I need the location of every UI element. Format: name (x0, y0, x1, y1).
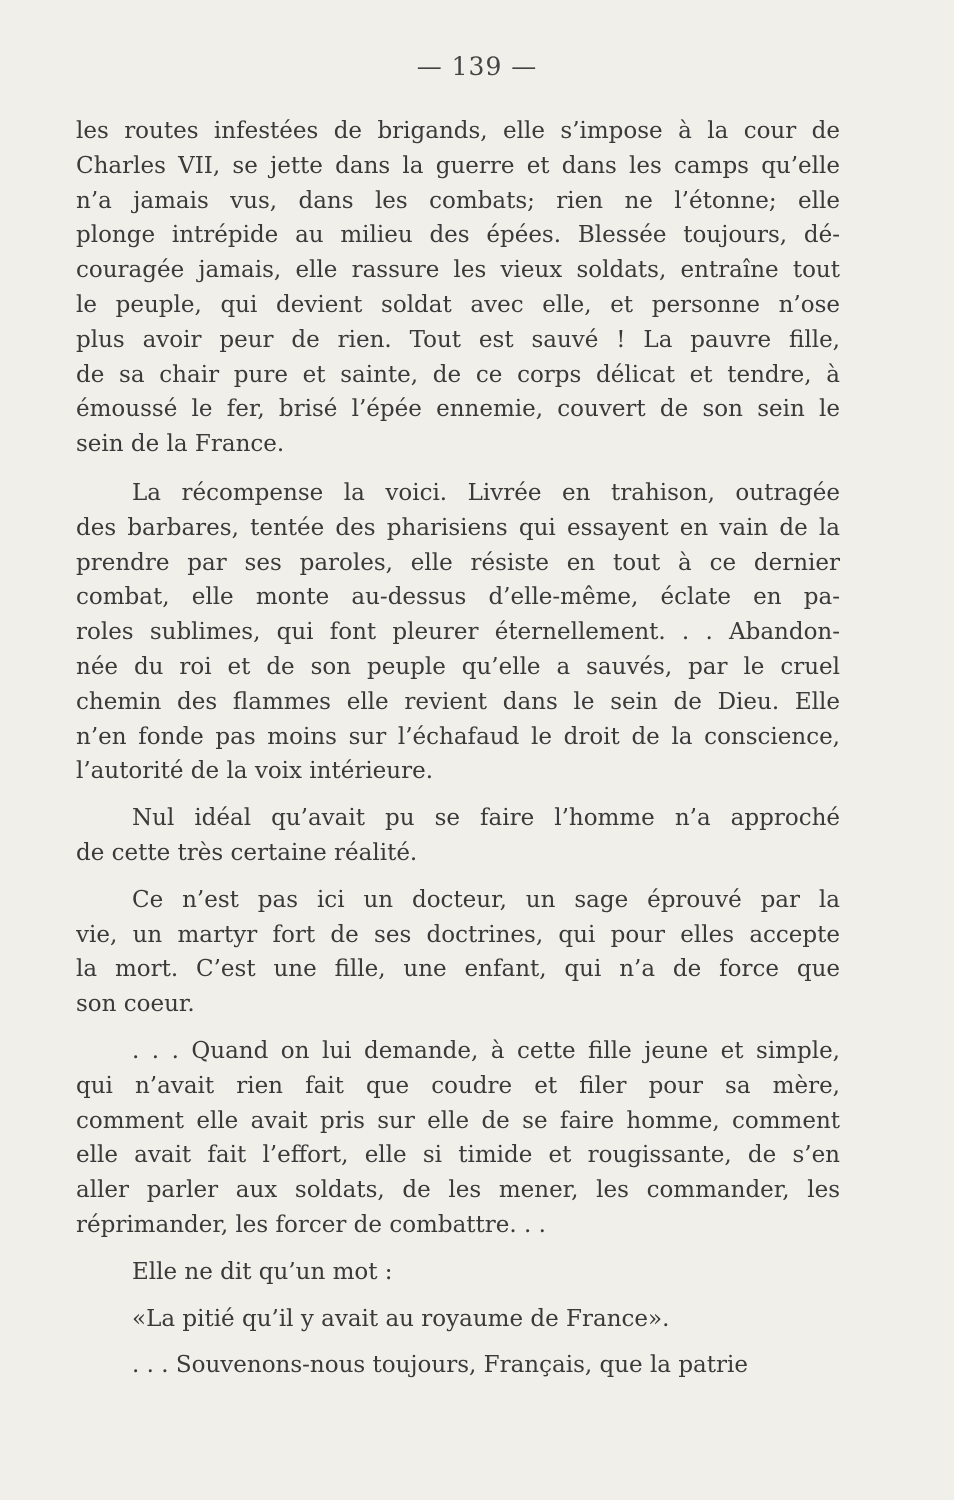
text-line: Nul idéal qu’avait pu se faire l’homme n’a approché (132, 805, 840, 832)
text-line: vie, un martyr fort de ses doctrines, qui pour elles accepte (76, 921, 840, 948)
text-line: sein de la France. (76, 431, 285, 458)
text-line: combat, elle monte au-dessus d’elle-même, éclate en pa- (76, 584, 840, 611)
paragraph-7 (76, 1302, 840, 1337)
body-text (76, 114, 840, 1383)
text-line: émoussé le fer, brisé l’épée ennemie, couvert de son sein le (76, 396, 840, 423)
text-line: chemin des flammes elle revient dans le sein de Dieu. Elle (76, 688, 840, 715)
text-line: les routes infestées de brigands, elle s’impose à la cour de (76, 118, 840, 144)
text-line: l’autorité de la voix intérieure. (76, 758, 434, 785)
text-line: n’a jamais vus, dans les combats; rien ne l’étonne; elle (76, 187, 840, 214)
paragraph-2 (76, 476, 840, 789)
text-line: la mort. C’est une fille, une enfant, qui n’a de force que (76, 956, 840, 983)
text-line: Charles VII, se jette dans la guerre et dans les camps qu’elle (76, 152, 840, 179)
page-number: — 139 — (416, 52, 538, 81)
text-line: de cette très certaine réalité. (76, 839, 418, 866)
paragraph-6 (76, 1255, 840, 1290)
text-line: roles sublimes, qui font pleurer éternellement. . . Abandon- (76, 619, 840, 646)
text-line: «La pitié qu’il y avait au royaume de France». (132, 1305, 670, 1332)
text-line: Ce n’est pas ici un docteur, un sage éprouvé par la (132, 886, 840, 913)
text-line: n’en fonde pas moins sur l’échafaud le droit de la conscience, (76, 723, 840, 750)
text-line: couragée jamais, elle rassure les vieux soldats, entraîne tout (76, 257, 840, 284)
paragraph-3 (76, 801, 840, 871)
text-line: qui n’avait rien fait que coudre et filer pour sa mère, (76, 1072, 840, 1099)
text-line: La récompense la voici. Livrée en trahison, outragée (132, 479, 840, 506)
text-line: née du roi et de son peuple qu’elle a sauvés, par le cruel (76, 653, 840, 680)
text-line: Elle ne dit qu’un mot : (132, 1258, 393, 1285)
text-line: comment elle avait pris sur elle de se faire homme, comment (76, 1107, 840, 1134)
text-line: plus avoir peur de rien. Tout est sauvé ! La pauvre fille, (76, 326, 840, 353)
text-line: aller parler aux soldats, de les mener, les commander, les (76, 1177, 840, 1204)
text-line: prendre par ses paroles, elle résiste en tout à ce dernier (76, 549, 840, 576)
text-line: des barbares, tentée des pharisiens qui essayent en vain de la (76, 514, 840, 541)
paragraph-4 (76, 883, 840, 1022)
text-line: . . . Souvenons-nous toujours, Français, que la patrie (132, 1352, 748, 1379)
paragraph-1 (76, 114, 840, 462)
paragraph-8 (76, 1348, 840, 1383)
text-line: réprimander, les forcer de combattre. . . (76, 1211, 546, 1238)
text-line: plonge intrépide au milieu des épées. Blessée toujours, dé- (76, 222, 840, 249)
paragraph-5 (76, 1034, 840, 1243)
text-line: de sa chair pure et sainte, de ce corps délicat et tendre, à (76, 361, 840, 388)
text-line: elle avait fait l’effort, elle si timide et rougissante, de s’en (76, 1142, 840, 1169)
text-line: . . . Quand on lui demande, à cette fille jeune et simple, (132, 1037, 840, 1064)
text-line: son coeur. (76, 991, 195, 1018)
text-line: le peuple, qui devient soldat avec elle, et personne n’ose (76, 291, 840, 318)
